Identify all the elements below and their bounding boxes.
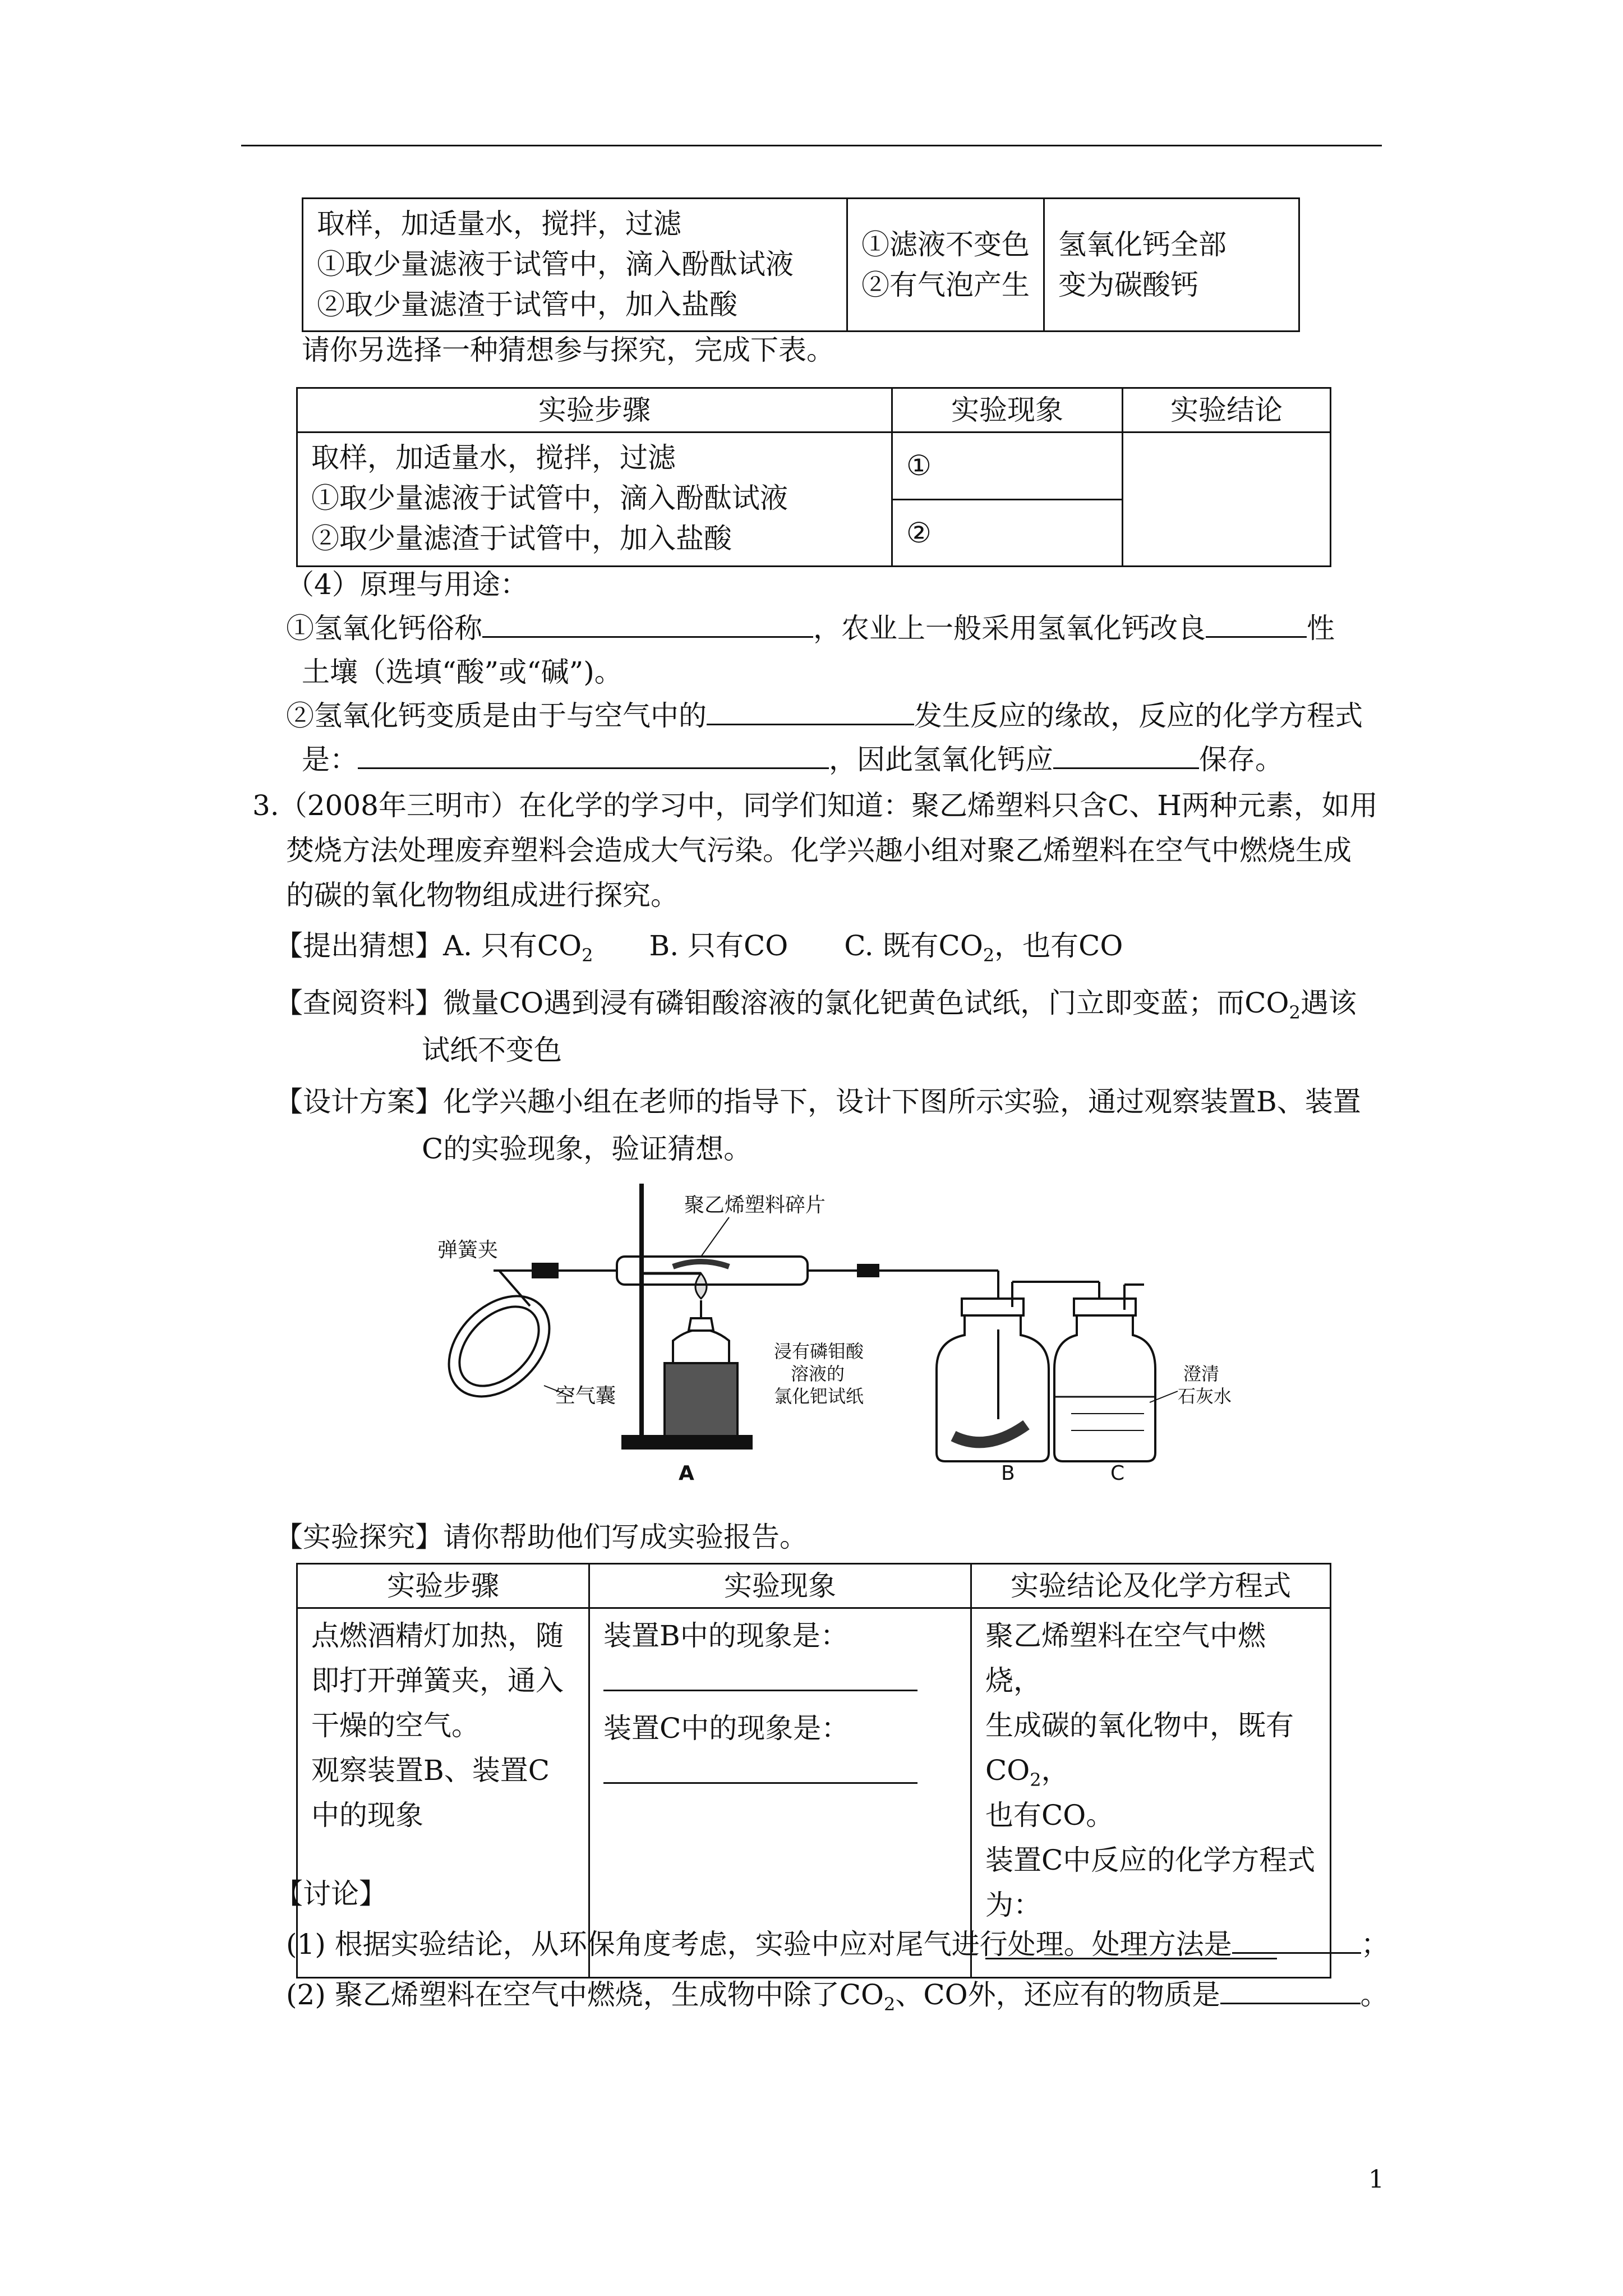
discuss-title: 【讨论】 [275,1878,387,1910]
header-rule [241,145,1382,146]
q3-line2: 焚烧方法处理废弃塑料会造成大气污染。化学兴趣小组对聚乙烯塑料在空气中燃烧生成 [286,834,1352,867]
part4-line1a: ①氢氧化钙俗称 [286,612,482,645]
part4-title: （4）原理与用途： [286,568,528,601]
table1-step-0: 取样，加适量水，搅拌，过滤 [317,208,681,240]
part4-line1b: ，农业上一般采用氢氧化钙改良 [813,612,1206,645]
hypothesis-c1: C. 既有CO [844,930,983,962]
burner-block [665,1363,737,1436]
table3-phen-c: 装置C中的现象是： [603,1712,850,1745]
spring-clip [533,1264,557,1277]
label-clip: 弹簧夹 [437,1239,499,1262]
part4-line1 [286,608,1335,648]
air-bag [437,1277,569,1416]
hypothesis-a: A. 只有CO [443,930,582,962]
design-label: 【设计方案】 [275,1085,443,1118]
table3-step-3: 观察装置B、装置C [311,1754,550,1787]
alcohol-lamp [673,1329,729,1363]
table1-phen-1: ②有气泡产生 [861,269,1030,301]
reference-line2: 试纸不变色 [422,1034,562,1066]
table-experiment-report [296,1563,1331,1978]
design-text1: 化学兴趣小组在老师的指导下，设计下图所示实验，通过观察装置B、装置 [443,1085,1361,1118]
blank-phen-b[interactable] [603,1658,917,1691]
discuss-d2b: 、CO外，还应有的物质是 [895,1978,1220,2011]
flame [695,1273,707,1299]
table3-header-steps: 实验步骤 [297,1564,589,1608]
table2-header-phenomena: 实验现象 [892,388,1123,432]
design-line2: C的实验现象，验证猜想。 [422,1133,752,1165]
blank-storage[interactable] [1053,739,1199,769]
discuss-d1: (1) 根据实验结论，从环保角度考虑，实验中应对尾气进行处理。处理方法是 [286,1928,1232,1961]
table3-step-1: 即打开弹簧夹，通入 [311,1664,564,1697]
table2-steps-cell [297,432,892,567]
table3-phen-b: 装置B中的现象是： [603,1619,849,1652]
table1-phen-0: ①滤液不变色 [861,228,1030,261]
blank-air-component[interactable] [707,696,914,725]
hypothesis-a-sub: 2 [582,945,593,966]
table3-concl-2b: ， [1041,1754,1069,1787]
table3-header-phenomena: 实验现象 [589,1564,971,1608]
stand-base [623,1436,751,1448]
table3-step-2: 干燥的空气。 [311,1709,479,1742]
label-lime-2: 石灰水 [1178,1386,1232,1407]
table1-concl-0: 氢氧化钙全部 [1058,228,1227,261]
table1-phenomena-cell [847,199,1044,332]
blank-phen-c[interactable] [603,1751,917,1784]
part4-line4c: 保存。 [1199,743,1283,776]
label-bag: 空气囊 [555,1384,616,1407]
part4-line2: 土壤（选填“酸”或“碱”)。 [302,656,623,688]
page-number: 1 [1368,2165,1384,2194]
blank-common-name[interactable] [482,608,813,638]
label-b: B [1001,1462,1015,1485]
label-a: A [679,1462,694,1485]
hypothesis-label: 【提出猜想】 [275,930,443,962]
part4-line4a: 是： [302,743,358,776]
part4-line1c: 性 [1307,612,1335,645]
label-paper-1: 浸有磷钼酸 [774,1341,864,1362]
reference-text1a: 微量CO遇到浸有磷钼酸溶液的氯化钯黄色试纸，门立即变蓝；而CO [443,987,1289,1019]
part4-line4 [302,739,1283,780]
table3-step-0: 点燃酒精灯加热，随 [311,1619,564,1652]
discuss-d1-end: ； [1361,1928,1389,1961]
table3-header-conclusion: 实验结论及化学方程式 [971,1564,1331,1608]
table-answer-example [302,197,1300,332]
discuss-line1 [286,1924,1389,1964]
design-line1 [275,1082,1361,1122]
part4-line3 [286,696,1363,736]
hypothesis-b: B. 只有CO [649,930,789,962]
reference-text1b: 遇该 [1300,987,1357,1019]
q3-line1: 3.（2008年三明市）在化学的学习中，同学们知道：聚乙烯塑料只含C、H两种元素，如用 [252,789,1378,822]
table2-step-0: 取样，加适量水，搅拌，过滤 [311,441,676,474]
table3-concl-2 [985,1703,1316,1793]
discuss-d2a: (2) 聚乙烯塑料在空气中燃烧，生成物中除了CO [286,1978,884,2011]
table-your-guess [296,387,1331,567]
hypothesis-line [275,926,1123,966]
table2-phen-2-cell[interactable]: ② [892,499,1123,567]
q3-line3: 的碳的氧化物物组成进行探究。 [286,879,679,912]
table3-phenomena-cell [589,1608,971,1978]
table2-intro: 请你另选择一种猜想参与探究，完成下表。 [302,334,834,366]
reference-line1 [275,983,1357,1023]
table3-concl-4: 装置C中反应的化学方程式 [985,1844,1316,1876]
table2-step-1: ①取少量滤液于试管中，滴入酚酞试液 [311,482,788,514]
table2-header-steps: 实验步骤 [297,388,892,432]
part4-line3b: 发生反应的缘故，反应的化学方程式 [914,700,1363,732]
table1-concl-1: 变为碳酸钙 [1058,269,1198,301]
table3-steps-cell [297,1608,589,1978]
table3-concl-1: 聚乙烯塑料在空气中燃烧， [985,1619,1266,1697]
blank-equation[interactable] [358,739,829,769]
table1-step-1: ①取少量滤液于试管中，滴入酚酞试液 [317,248,794,280]
blank-other-product[interactable] [1220,1975,1361,2004]
part4-line3a: ②氢氧化钙变质是由于与空气中的 [286,700,707,732]
table1-conclusion-cell [1044,199,1299,332]
table2-phen-1-cell[interactable]: ① [892,432,1123,500]
blank-soil-type[interactable] [1206,608,1307,638]
reference-label: 【查阅资料】 [275,987,443,1019]
table2-step-2: ②取少量滤渣于试管中，加入盐酸 [311,522,732,555]
discuss-d2-end: 。 [1360,1978,1389,2011]
hypothesis-c-sub: 2 [983,945,995,966]
table3-concl-5: 为： [985,1889,1041,1921]
explore-label: 【实验探究】请你帮助他们写成实验报告。 [275,1521,808,1553]
label-plastic: 聚乙烯塑料碎片 [684,1194,826,1217]
table3-concl-3: 也有CO。 [985,1799,1114,1832]
bottle-c [1054,1313,1155,1461]
table3-step-4: 中的现象 [311,1799,423,1832]
table1-steps-cell [303,199,847,332]
label-lime-1: 澄清 [1183,1363,1220,1384]
hypothesis-c2: ，也有CO [994,930,1123,962]
apparatus-diagram [437,1172,1234,1487]
part4-line4b: ，因此氢氧化钙应 [829,743,1053,776]
discuss-line2 [286,1975,1389,2015]
label-paper-3: 氯化钯试纸 [774,1386,864,1407]
table2-header-conclusion: 实验结论 [1123,388,1331,432]
table3-conclusion-cell [971,1608,1331,1978]
blank-tail-gas[interactable] [1232,1924,1361,1954]
table2-conclusion-cell[interactable] [1123,432,1331,567]
reference-sub: 2 [1289,1002,1301,1023]
discuss-d2-sub: 2 [883,1994,896,2015]
table1-step-2: ②取少量滤渣于试管中，加入盐酸 [317,288,737,321]
table3-concl-2-sub: 2 [1030,1769,1041,1791]
label-c: C [1110,1462,1125,1485]
table3-concl-2a: 生成碳的氧化物中，既有CO [985,1709,1294,1787]
label-paper-2: 溶液的 [791,1363,845,1384]
